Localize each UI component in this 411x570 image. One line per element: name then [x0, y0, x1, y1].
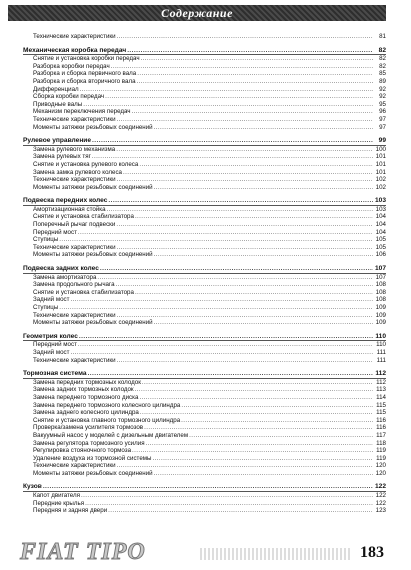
leader-dots	[117, 244, 373, 252]
toc-entry-title: Снятие и установка коробки передач	[33, 55, 140, 63]
toc-entry-title: Технические характеристики	[33, 176, 116, 184]
toc-entry[interactable]	[23, 281, 386, 289]
toc-entry-title: Поперечный рычаг подвески	[33, 221, 116, 229]
leader-dots	[142, 379, 373, 387]
toc-entry-title: Технические характеристики	[33, 243, 116, 251]
toc-entry-page: 95	[379, 100, 386, 108]
toc-entry[interactable]	[23, 349, 386, 357]
leader-dots	[117, 462, 373, 470]
toc-entry-page: 104	[375, 213, 386, 221]
toc-entry-page: 112	[376, 378, 386, 386]
toc-entry-title: Замена переднего тормозного диска	[33, 393, 139, 401]
toc-entry-page: 97	[379, 115, 386, 123]
leader-dots	[43, 483, 373, 491]
toc-entry[interactable]	[23, 101, 386, 109]
leader-dots	[80, 86, 373, 94]
toc-entry[interactable]	[23, 417, 386, 425]
leader-dots	[108, 197, 373, 205]
toc-entry-title: Механизм переключения передач	[33, 108, 131, 116]
leader-dots	[140, 409, 373, 417]
toc-entry-title: Рулевое управление	[23, 137, 92, 145]
toc-entry-title: Технические характеристики	[33, 33, 116, 40]
toc-entry-title: Разборка коробки передач	[33, 62, 110, 70]
toc-entry-page: 102	[375, 183, 386, 191]
toc-entry-page: 102	[375, 176, 386, 184]
toc-section[interactable]	[23, 370, 386, 378]
header-bar	[8, 5, 386, 21]
toc-entry[interactable]	[23, 70, 386, 78]
toc-entry-title: Механическая коробка передач	[23, 46, 127, 54]
leader-dots	[92, 153, 373, 161]
toc-entry-title: Приводные валы	[33, 100, 83, 108]
toc-entry[interactable]	[23, 462, 386, 470]
toc-entry[interactable]	[23, 507, 386, 515]
leader-dots	[154, 319, 373, 327]
leader-dots	[154, 184, 373, 192]
toc-entry-page: 120	[375, 469, 386, 477]
toc-entry-title: Замена замка рулевого колеса	[33, 168, 122, 176]
toc-entry-page: 92	[379, 93, 386, 101]
toc-entry-title: Технические характеристики	[33, 462, 116, 470]
toc-entry-page: 105	[375, 243, 386, 251]
leader-dots	[85, 500, 373, 508]
toc-entry-title: Замена регулятора тормозного усилия	[33, 439, 145, 447]
toc-entry-page: 115	[376, 409, 386, 417]
toc-entry-page: 114	[376, 393, 386, 401]
toc-entry-title: Замена продольного рычага	[33, 281, 115, 289]
leader-dots	[135, 289, 373, 297]
leader-dots	[105, 93, 373, 101]
toc-entry-page: 107	[374, 265, 386, 273]
toc-entry-title: Дифференциал	[33, 85, 79, 93]
toc-entry[interactable]	[23, 440, 386, 448]
toc-entry[interactable]	[23, 251, 386, 259]
leader-dots	[79, 333, 373, 341]
toc-entry-page: 82	[379, 62, 386, 70]
leader-dots	[135, 386, 373, 394]
toc-entry[interactable]	[23, 229, 386, 237]
toc-entry-title: Технические характеристики	[33, 356, 116, 364]
leader-dots	[97, 274, 373, 282]
toc-entry-page: 115	[376, 401, 386, 409]
table-of-contents	[23, 33, 386, 515]
toc-entry-page: 109	[375, 304, 386, 311]
toc-entry-page: 101	[375, 153, 386, 161]
toc-entry[interactable]	[23, 153, 386, 161]
toc-entry-title: Ступицы	[33, 236, 59, 244]
toc-section[interactable]	[23, 197, 386, 205]
toc-entry-page: 116	[376, 424, 386, 432]
page-number: 183	[360, 544, 384, 561]
toc-entry-title: Задний мост	[33, 296, 70, 304]
leader-dots	[137, 78, 373, 86]
toc-entry[interactable]	[23, 312, 386, 320]
toc-entry[interactable]	[23, 169, 386, 177]
toc-entry-page: 101	[375, 160, 386, 168]
leader-dots	[111, 63, 373, 71]
toc-section[interactable]	[23, 137, 386, 145]
leader-dots	[132, 447, 373, 455]
toc-entry[interactable]	[23, 86, 386, 94]
toc-entry-title: Ступицы	[33, 304, 59, 311]
toc-entry[interactable]	[23, 176, 386, 184]
toc-entry-page: 117	[376, 431, 386, 439]
toc-entry-title: Снятие и установка рулевого колеса	[33, 160, 139, 168]
toc-entry[interactable]	[23, 213, 386, 221]
toc-entry[interactable]	[23, 424, 386, 432]
toc-entry-page: 119	[376, 447, 386, 455]
toc-entry-title: Геометрия колес	[23, 332, 78, 340]
toc-entry[interactable]	[23, 161, 386, 169]
toc-entry-page: 123	[375, 507, 386, 515]
leader-dots	[117, 33, 373, 41]
toc-entry-title: Замена амортизатора	[33, 273, 97, 281]
toc-entry-title: Удаление воздуха из тормозной системы	[33, 454, 152, 462]
toc-entry[interactable]	[23, 184, 386, 192]
toc-entry-title: Моменты затяжки резьбовых соединений	[33, 183, 153, 191]
toc-entry-page: 100	[375, 145, 386, 153]
toc-entry[interactable]	[23, 274, 386, 282]
leader-dots	[78, 229, 373, 237]
toc-entry-page: 81	[379, 33, 386, 40]
leader-dots	[116, 146, 373, 154]
leader-dots	[146, 440, 373, 448]
page-title: Содержание	[161, 5, 233, 20]
leader-dots	[70, 296, 373, 304]
toc-entry-page: 111	[376, 356, 386, 364]
leader-dots	[152, 455, 373, 463]
toc-entry-page: 110	[376, 341, 386, 349]
toc-entry[interactable]	[23, 124, 386, 132]
toc-entry[interactable]	[23, 221, 386, 229]
toc-entry-title: Замена задних тормозных колодок	[33, 386, 134, 394]
toc-entry[interactable]	[23, 55, 386, 63]
toc-entry-page: 109	[375, 311, 386, 319]
toc-entry-page: 104	[375, 228, 386, 236]
toc-entry-title: Замена передних тормозных колодок	[33, 378, 141, 386]
toc-entry-page: 108	[375, 281, 386, 289]
toc-entry-page: 82	[378, 46, 386, 54]
toc-entry-title: Снятие и установка стабилизатора	[33, 288, 134, 296]
toc-entry-title: Задний мост	[33, 348, 70, 356]
toc-section[interactable]	[23, 333, 386, 341]
leader-dots	[141, 55, 373, 63]
toc-entry-page: 122	[374, 483, 386, 491]
toc-entry-title: Передняя и задняя двери	[33, 507, 108, 515]
leader-dots	[137, 70, 373, 78]
leader-dots	[123, 169, 373, 177]
toc-entry[interactable]	[23, 296, 386, 304]
toc-entry[interactable]	[23, 379, 386, 387]
toc-entry[interactable]	[23, 244, 386, 252]
toc-entry-page: 103	[375, 205, 386, 213]
toc-entry-page: 118	[376, 439, 386, 447]
logo-text: FIAT TIPO	[20, 538, 146, 565]
toc-entry[interactable]	[23, 357, 386, 365]
toc-entry-page: 107	[375, 273, 386, 281]
toc-entry-title: Моменты затяжки резьбовых соединений	[33, 251, 153, 259]
toc-entry-page: 104	[375, 221, 386, 229]
leader-dots	[139, 394, 373, 402]
leader-dots	[81, 492, 373, 500]
toc-entry-title: Замена переднего тормозного колесного цилиндра	[33, 401, 181, 409]
toc-entry-page: 109	[375, 319, 386, 327]
toc-entry[interactable]	[23, 146, 386, 154]
leader-dots	[59, 304, 373, 312]
toc-entry-page: 103	[374, 197, 386, 205]
leader-dots	[108, 507, 373, 515]
toc-entry-page: 113	[376, 386, 386, 394]
toc-entry-page: 120	[375, 462, 386, 470]
toc-entry-page: 119	[376, 454, 386, 462]
toc-entry-title: Моменты затяжки резьбовых соединений	[33, 123, 153, 131]
toc-section[interactable]	[23, 47, 386, 55]
toc-entry-page: 92	[379, 85, 386, 93]
leader-dots	[117, 176, 373, 184]
leader-dots	[92, 137, 373, 145]
footer-stripe	[200, 548, 350, 560]
toc-entry[interactable]	[23, 432, 386, 440]
toc-entry-title: Кузов	[23, 483, 42, 491]
toc-entry-page: 85	[379, 70, 386, 78]
toc-entry[interactable]	[23, 304, 386, 312]
leader-dots	[59, 236, 373, 244]
leader-dots	[189, 432, 373, 440]
toc-entry-title: Замена рулевых тяг	[33, 153, 91, 161]
toc-entry[interactable]	[23, 470, 386, 478]
leader-dots	[181, 417, 373, 425]
toc-entry[interactable]	[23, 447, 386, 455]
leader-dots	[107, 206, 373, 214]
leader-dots	[117, 116, 373, 124]
toc-entry-title: Вакуумный насос у моделей с дизельным двигателем	[33, 431, 189, 439]
toc-entry[interactable]	[23, 206, 386, 214]
toc-entry-title: Регулировка стояночного тормоза	[33, 447, 132, 455]
toc-entry-title: Передние крылья	[33, 499, 85, 507]
toc-entry-title: Амортизационная стойка	[33, 205, 106, 213]
toc-entry[interactable]	[23, 236, 386, 244]
toc-entry[interactable]	[23, 63, 386, 71]
toc-entry[interactable]	[23, 108, 386, 116]
toc-entry[interactable]	[23, 402, 386, 410]
leader-dots	[116, 281, 373, 289]
toc-entry-page: 82	[379, 55, 386, 63]
toc-entry-page: 111	[376, 348, 386, 356]
toc-entry[interactable]	[23, 33, 386, 41]
toc-entry-page: 122	[375, 499, 386, 507]
leader-dots	[127, 47, 373, 55]
leader-dots	[83, 101, 373, 109]
toc-entry-title: Проверка/замена усилителя тормозов	[33, 424, 144, 432]
fiat-tipo-logo	[20, 540, 220, 564]
toc-entry-title: Подвеска передних колес	[23, 197, 108, 205]
toc-entry[interactable]	[23, 492, 386, 500]
toc-entry-title: Сборка коробки передач	[33, 93, 105, 101]
toc-entry-title: Разборка и сборка вторичного вала	[33, 77, 136, 85]
toc-entry[interactable]	[23, 93, 386, 101]
toc-entry-page: 105	[375, 236, 386, 244]
leader-dots	[135, 213, 373, 221]
toc-entry-page: 116	[376, 416, 386, 424]
leader-dots	[88, 370, 373, 378]
leader-dots	[116, 221, 373, 229]
toc-entry-page: 112	[375, 370, 386, 378]
toc-entry[interactable]	[23, 341, 386, 349]
toc-entry[interactable]	[23, 394, 386, 402]
toc-entry[interactable]	[23, 409, 386, 417]
toc-entry[interactable]	[23, 455, 386, 463]
toc-entry-page: 89	[379, 77, 386, 85]
toc-entry[interactable]	[23, 500, 386, 508]
toc-entry-page: 106	[375, 251, 386, 259]
toc-entry-title: Капот двигателя	[33, 492, 80, 500]
toc-entry-page: 101	[375, 168, 386, 176]
toc-entry[interactable]	[23, 319, 386, 327]
toc-entry-title: Снятие и установка главного тормозного цилиндра	[33, 416, 181, 424]
leader-dots	[154, 251, 373, 259]
toc-entry-title: Технические характеристики	[33, 115, 116, 123]
leader-dots	[139, 161, 373, 169]
toc-entry-page: 110	[375, 332, 386, 340]
toc-entry-page: 96	[379, 108, 386, 116]
toc-entry-title: Моменты затяжки резьбовых соединений	[33, 469, 153, 477]
leader-dots	[144, 424, 373, 432]
toc-entry-page: 122	[375, 492, 386, 500]
leader-dots	[70, 349, 373, 357]
toc-entry[interactable]	[23, 289, 386, 297]
leader-dots	[117, 357, 373, 365]
leader-dots	[78, 341, 373, 349]
leader-dots	[154, 124, 373, 132]
toc-entry-title: Подвеска задних колес	[23, 265, 99, 273]
toc-entry[interactable]	[23, 78, 386, 86]
toc-entry-page: 108	[375, 296, 386, 304]
toc-entry-title: Снятие и установка стабилизатора	[33, 213, 134, 221]
leader-dots	[154, 470, 373, 478]
leader-dots	[117, 312, 373, 320]
toc-section[interactable]	[23, 483, 386, 491]
toc-entry-title: Технические характеристики	[33, 311, 116, 319]
toc-entry-title: Замена заднего колесного цилиндра	[33, 409, 139, 417]
toc-entry-page: 97	[379, 123, 386, 131]
toc-section[interactable]	[23, 265, 386, 273]
toc-entry[interactable]	[23, 386, 386, 394]
toc-entry-page: 108	[375, 288, 386, 296]
toc-entry-title: Замена рулевого механизма	[33, 145, 116, 153]
leader-dots	[100, 265, 373, 273]
toc-entry-title: Передний мост	[33, 228, 77, 236]
toc-entry[interactable]	[23, 116, 386, 124]
toc-entry-title: Передний мост	[33, 341, 77, 349]
toc-entry-title: Разборка и сборка первичного вала	[33, 70, 137, 78]
leader-dots	[132, 108, 373, 116]
leader-dots	[181, 402, 373, 410]
toc-entry-page: 99	[378, 137, 386, 145]
toc-entry-title: Тормозная система	[23, 370, 87, 378]
toc-entry-title: Моменты затяжки резьбовых соединений	[33, 319, 153, 327]
